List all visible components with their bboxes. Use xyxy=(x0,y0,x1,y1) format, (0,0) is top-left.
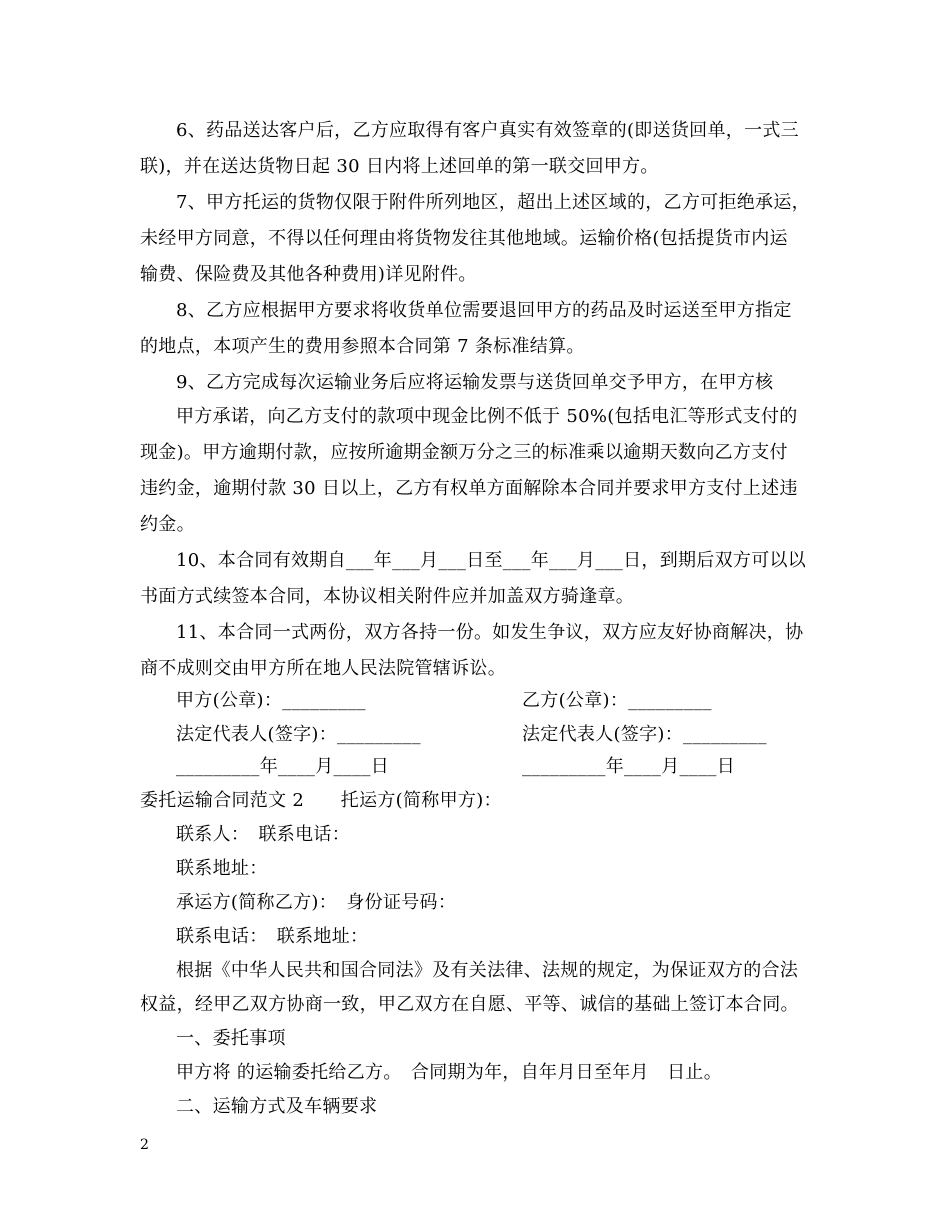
heading-transport-method: 二、运输方式及车辆要求 xyxy=(176,1096,378,1117)
paragraph-11-line-1: 11、本合同一式两份，双方各持一份。如发生争议，双方应友好协商解决，协 xyxy=(176,622,804,643)
paragraph-6-line-1: 6、药品送达客户后，乙方应取得有客户真实有效签章的(即送货回单，一式三 xyxy=(176,120,799,141)
paragraph-10-line-2: 书面方式续签本合同，本协议相关附件应并加盖双方骑逢章。 xyxy=(140,586,635,607)
heading-entrusted-matters: 一、委托事项 xyxy=(176,1028,286,1049)
paragraph-8-line-1: 8、乙方应根据甲方要求将收货单位需要退回甲方的药品及时运送至甲方指定 xyxy=(176,300,792,321)
paragraph-9-line-2: 甲方承诺，向乙方支付的款项中现金比例不低于 50%(包括电汇等形式支付的 xyxy=(176,406,798,427)
party-a-date: _________年____月____日 xyxy=(176,756,389,777)
party-b-seal: 乙方(公章)：_________ xyxy=(522,690,712,711)
carrier-contact-line: 联系电话： 联系地址： xyxy=(176,926,369,947)
paragraph-6-line-2: 联)，并在送达货物日起 30 日内将上述回单的第一联交回甲方。 xyxy=(140,156,659,177)
preamble-line-2: 权益，经甲乙双方协商一致，甲乙双方在自愿、平等、诚信的基础上签订本合同。 xyxy=(140,994,799,1015)
party-b-date: _________年____月____日 xyxy=(522,756,735,777)
paragraph-8-line-2: 的地点，本项产生的费用参照本合同第 7 条标准结算。 xyxy=(140,336,585,357)
paragraph-9-line-5: 约金。 xyxy=(140,514,195,535)
preamble-line-1: 根据《中华人民共和国合同法》及有关法律、法规的规定，为保证双方的合法 xyxy=(176,960,799,981)
carrier-line: 承运方(简称乙方)： 身份证号码： xyxy=(176,892,457,913)
paragraph-10-line-1: 10、本合同有效期自___年___月___日至___年___月___日，到期后双方可以以 xyxy=(176,550,807,571)
page-number: 2 xyxy=(140,1137,149,1153)
entrusted-matters-text: 甲方将 的运输委托给乙方。 合同期为年，自年月日至年月 日止。 xyxy=(176,1062,723,1083)
paragraph-11-line-2: 商不成则交由甲方所在地人民法院管辖诉讼。 xyxy=(140,658,506,679)
section-title-sample-2: 委托运输合同范文 2 托运方(简称甲方)： xyxy=(140,790,502,811)
paragraph-9-line-3: 现金)。甲方逾期付款，应按所逾期金额万分之三的标准乘以逾期天数向乙方支付 xyxy=(140,442,788,463)
contact-address-line: 联系地址： xyxy=(176,858,268,879)
paragraph-7-line-3: 输费、保险费及其他各种费用)详见附件。 xyxy=(140,264,477,285)
contact-person-line: 联系人： 联系电话： xyxy=(176,824,350,845)
party-a-representative: 法定代表人(签字)：_________ xyxy=(176,724,421,745)
paragraph-7-line-2: 未经甲方同意，不得以任何理由将货物发往其他地域。运输价格(包括提货市内运 xyxy=(140,228,788,249)
paragraph-7-line-1: 7、甲方托运的货物仅限于附件所列地区，超出上述区域的，乙方可拒绝承运， xyxy=(176,192,810,213)
party-b-representative: 法定代表人(签字)：_________ xyxy=(522,724,767,745)
paragraph-9-line-1: 9、乙方完成每次运输业务后应将运输发票与送货回单交予甲方，在甲方核 xyxy=(176,372,774,393)
party-a-seal: 甲方(公章)：_________ xyxy=(176,690,366,711)
paragraph-9-line-4: 违约金，逾期付款 30 日以上，乙方有权单方面解除本合同并要求甲方支付上述违 xyxy=(140,478,798,499)
